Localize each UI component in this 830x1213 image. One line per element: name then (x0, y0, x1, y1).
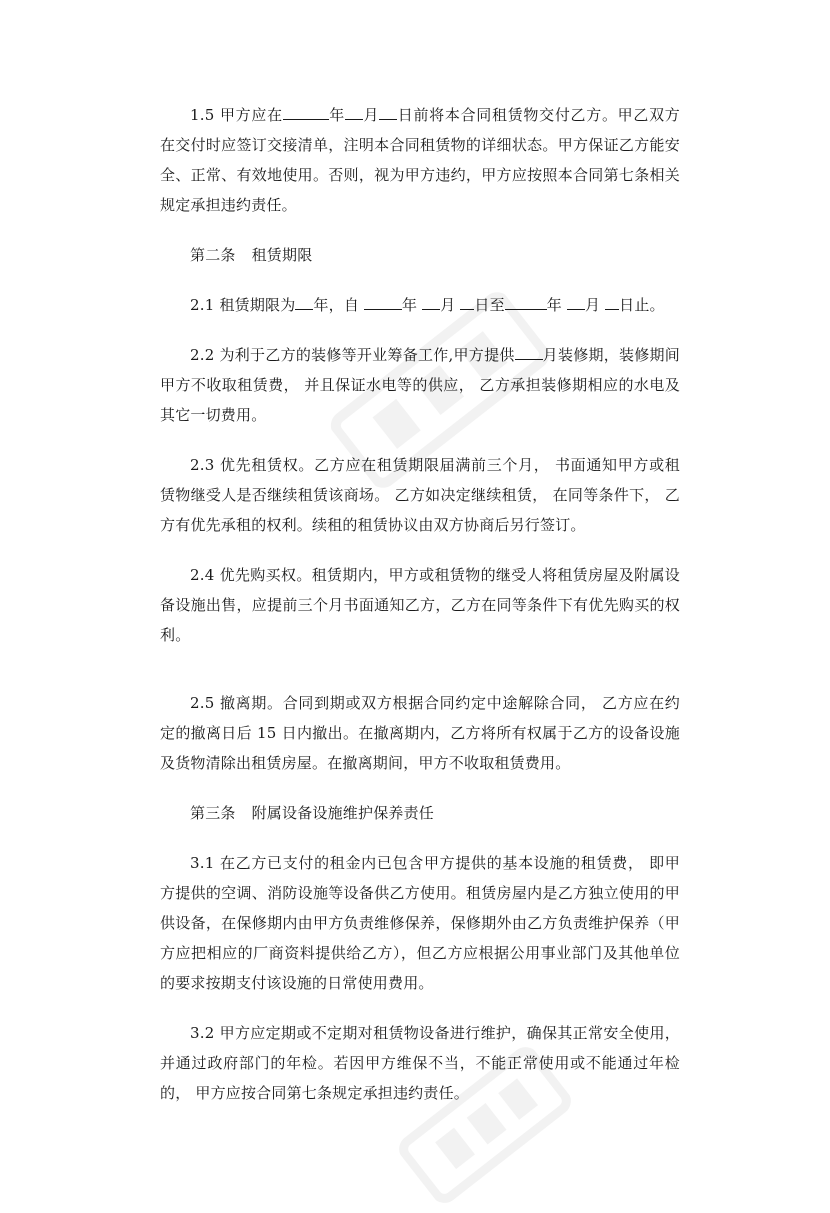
clause-text: 年 (402, 296, 418, 314)
clause-text: 年 (546, 296, 562, 314)
clause-text: 年 (328, 106, 346, 124)
blank-years (295, 292, 313, 310)
clause-text: 优先租赁权。乙方应在租赁期限届满前三个月， 书面通知甲方或租赁物继受人是否继续租赁该商场。 乙方如决定继续租赁， 在同等条件下， 乙方有优先承租的权利。续租的租赁协议由双方协商后另行签订。 (160, 456, 680, 534)
clause-text: 甲方应在 (219, 106, 283, 124)
clause-3-2 (160, 1018, 680, 1108)
clause-3-1 (160, 848, 680, 998)
clause-text: 在乙方已支付的租金内已包含甲方提供的基本设施的租赁费， 即甲方提供的空调、消防设施等设备供乙方使用。租赁房屋内是乙方独立使用的甲供设备，在保修期内由甲方负责维修保养，保修期外由乙方负责维护保养（甲方应把相应的厂商资料提供给乙方），但乙方应根据公用事业部门及其他单位的要求按期支付该设施的日常使用费用。 (160, 854, 680, 992)
article-2-heading (160, 240, 680, 270)
clause-number: 1.5 (190, 106, 215, 124)
clause-number: 2.4 (190, 566, 215, 584)
blank-day (379, 102, 397, 120)
clause-text: 撤离期。合同到期或双方根据合同约定中途解除合同， 乙方应在约定的撤离日后 15 日内撤出。在撤离期内，乙方将所有权属于乙方的设备设施及货物清除出租赁房屋。在撤离期间，甲方不收取租赁费用。 (160, 694, 680, 772)
clause-text: 租赁期限为 (219, 296, 296, 314)
clause-text: 优先购买权。租赁期内，甲方或租赁物的继受人将租赁房屋及附属设备设施出售，应提前三个月书面通知乙方，乙方在同等条件下有优先购买的权利。 (160, 566, 680, 644)
clause-text: 月装修期，装修期间甲方不收取租赁费， 并且保证水电等的供应， 乙方承担装修期相应的水电及其它一切费用。 (160, 346, 681, 424)
clause-text: 日至 (474, 296, 505, 314)
clause-2-2 (160, 340, 680, 430)
clause-2-5 (160, 688, 680, 778)
clause-text: 日前将本合同租赁物交付乙方。甲乙双方在交付时应签订交接清单，注明本合同租赁物的详细状态。甲方保证乙方能安全、正常、有效地使用。否则，视为甲方违约，甲方应按照本合同第七条相关规定承担违约责任。 (160, 106, 680, 214)
clause-number: 2.1 (190, 296, 215, 314)
clause-number: 2.2 (190, 346, 215, 364)
article-3-heading (160, 798, 680, 828)
clause-number: 2.3 (190, 456, 215, 474)
clause-text: 月 (584, 296, 601, 314)
clause-1-5 (160, 100, 680, 220)
clause-text: 日止。 (619, 296, 665, 314)
article-label: 第二条 (190, 246, 236, 264)
blank-month (345, 102, 363, 120)
blank-start-year (364, 292, 402, 310)
article-title: 附属设备设施维护保养责任 (251, 804, 435, 822)
clause-2-3 (160, 450, 680, 540)
clause-text: 月 (440, 296, 456, 314)
clause-text: 年，自 (313, 296, 360, 314)
blank-end-month (567, 292, 585, 310)
clause-number: 2.5 (190, 694, 215, 712)
clause-text: 为利于乙方的装修等开业筹备工作,甲方提供 (219, 346, 515, 364)
blank-end-year (505, 292, 547, 310)
blank-year (283, 102, 329, 120)
blank-end-day (605, 292, 619, 310)
article-label: 第三条 (190, 804, 236, 822)
clause-2-1 (160, 290, 680, 320)
blank-start-month (422, 292, 440, 310)
clause-number: 3.1 (190, 854, 215, 872)
clause-number: 3.2 (190, 1024, 215, 1042)
blank-fitout-months (515, 342, 543, 360)
clause-text: 月 (363, 106, 380, 124)
clause-2-4 (160, 560, 680, 650)
document-page (160, 100, 680, 1108)
clause-text: 甲方应定期或不定期对租赁物设备进行维护，确保其正常安全使用， 并通过政府部门的年检。若因甲方维保不当，不能正常使用或不能通过年检的， 甲方应按合同第七条规定承担违约责任。 (160, 1024, 680, 1102)
blank-start-day (460, 292, 474, 310)
article-title: 租赁期限 (251, 246, 313, 264)
